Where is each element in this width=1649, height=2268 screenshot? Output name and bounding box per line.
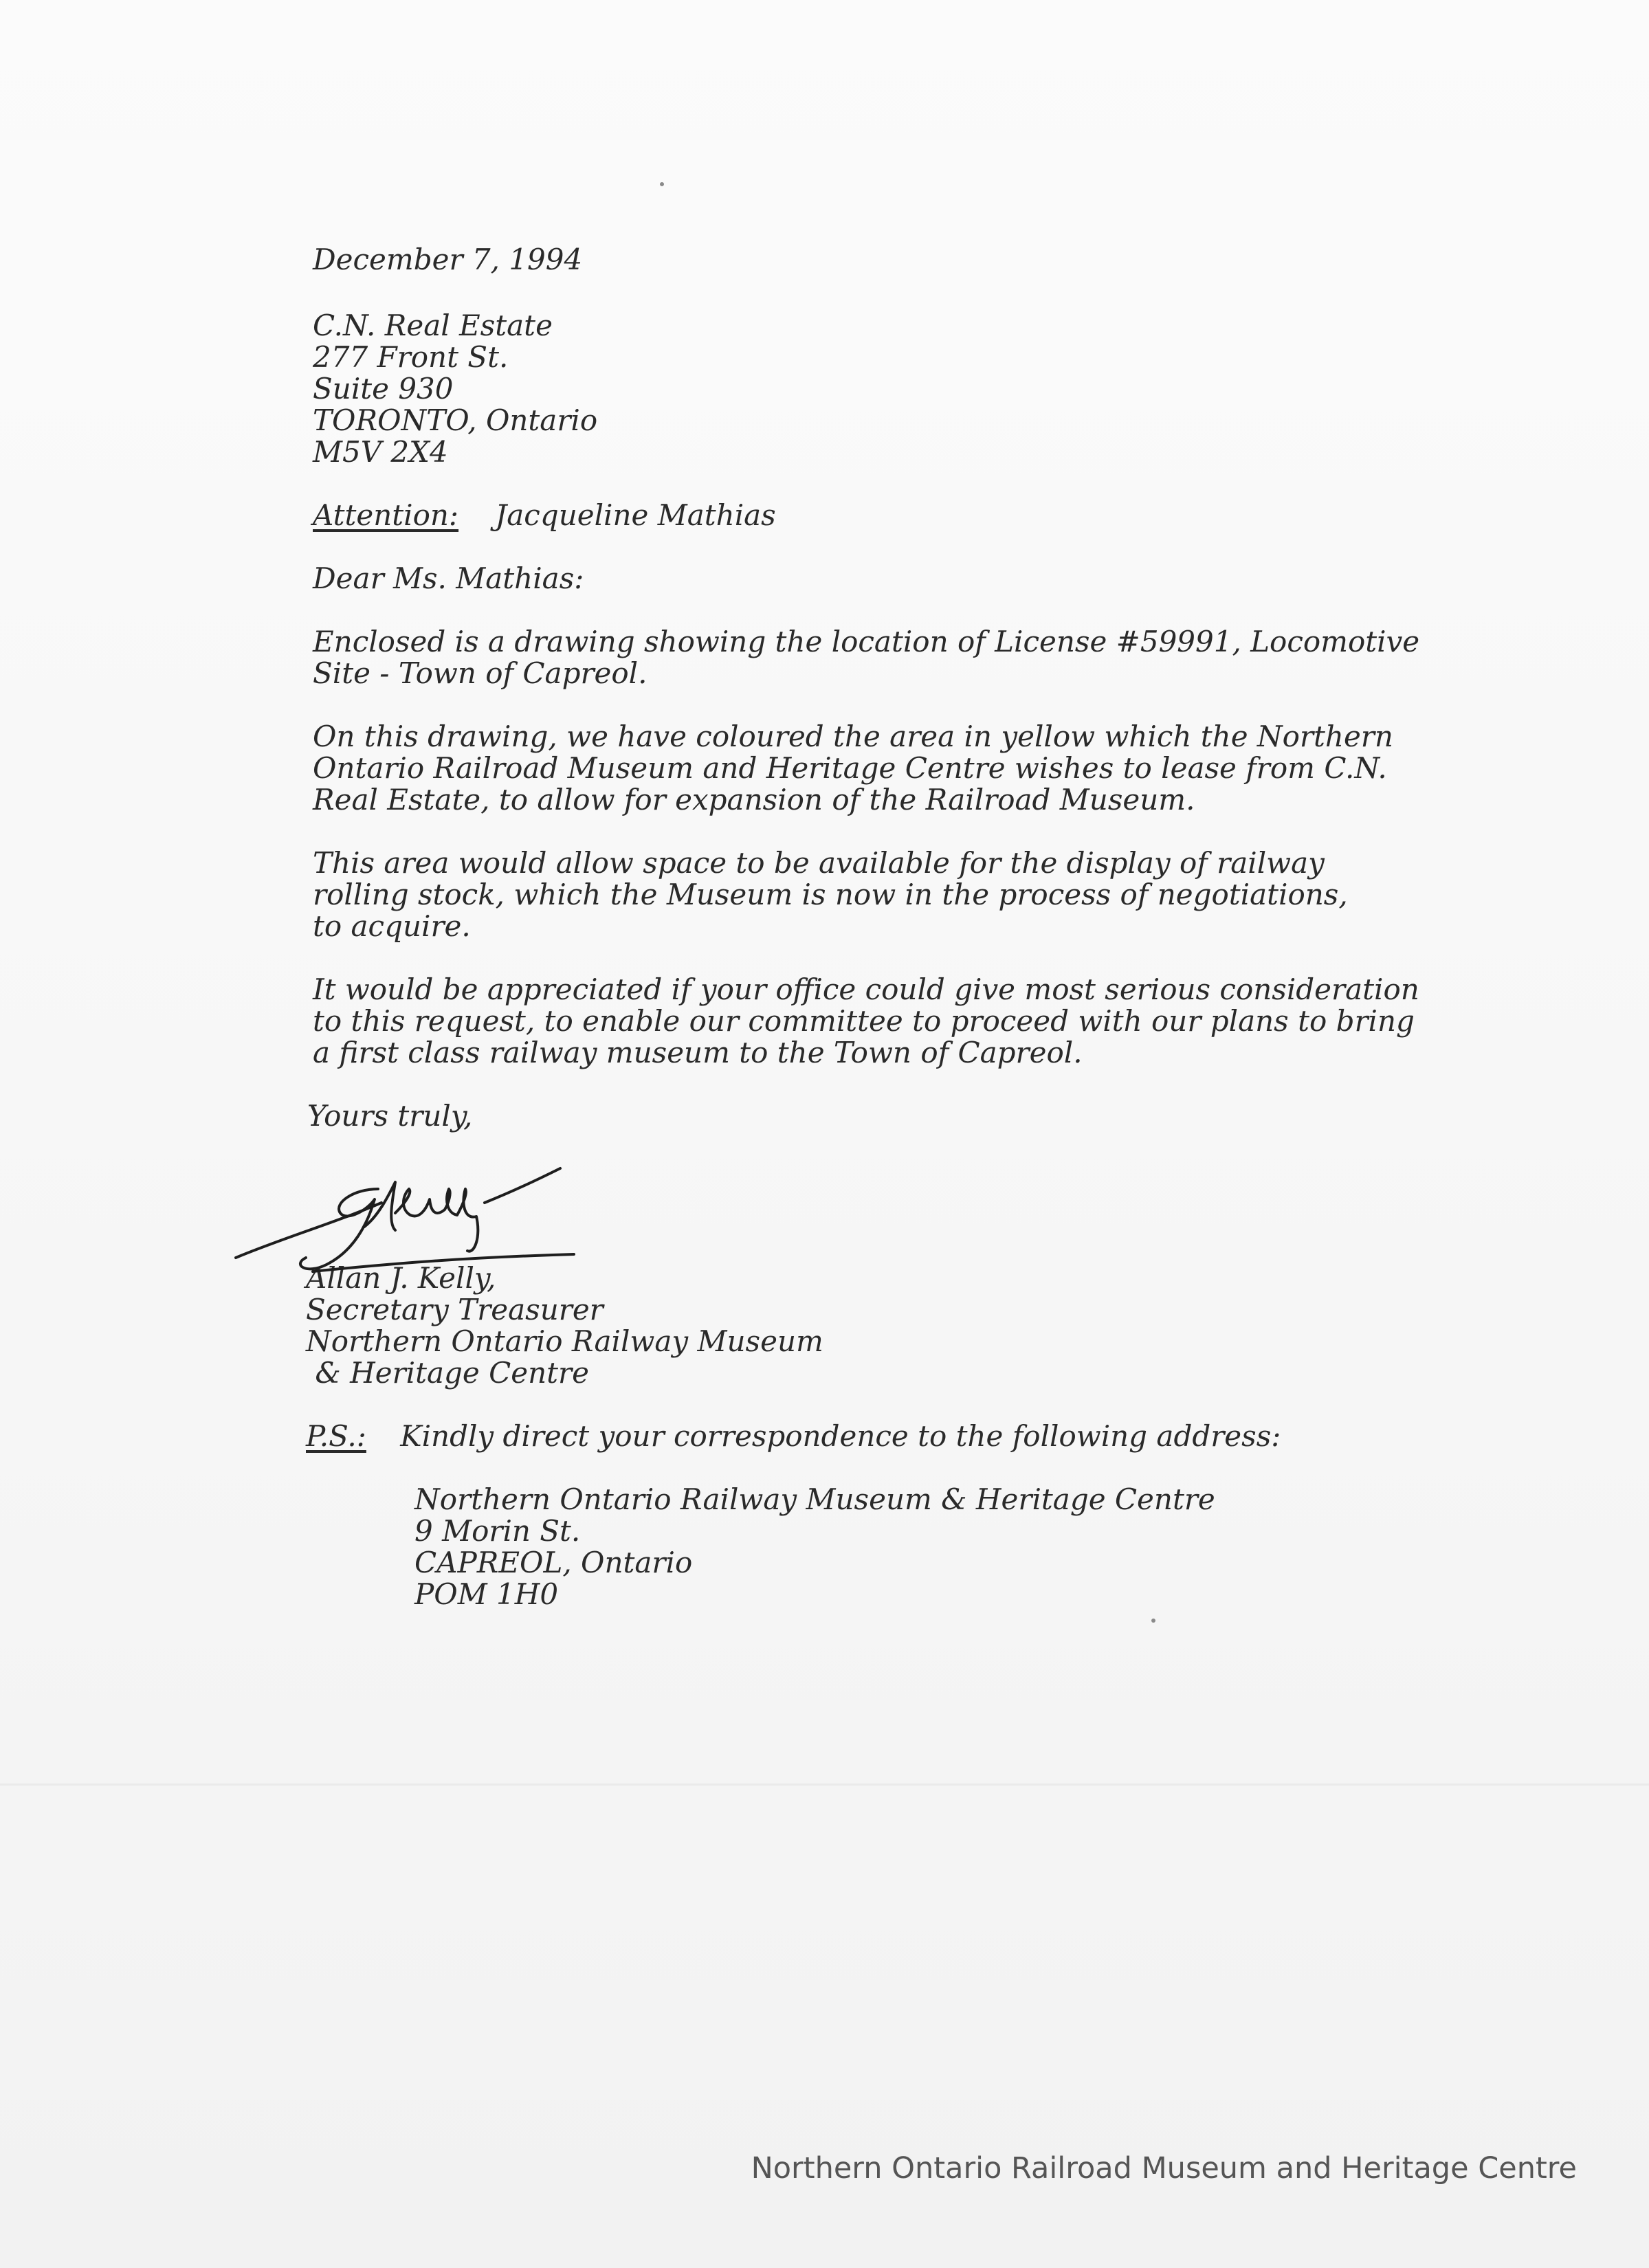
paragraph-1 [313,626,1564,689]
attention-line [313,500,1564,531]
paragraph-line: On this drawing, we have coloured the area in yellow which the Northern [313,720,1393,753]
letter-body [306,243,1564,1611]
return-address [306,1484,1564,1610]
signer-org: Northern Ontario Railway Museum [306,1324,823,1358]
paragraph-line: Site - Town of Capreol. [313,656,648,690]
paragraph-line: It would be appreciated if your office could give most serious consideration [313,972,1419,1006]
recipient-line: C.N. Real Estate [313,309,553,342]
paragraph-line: to this request, to enable our committee to proceed with our plans to bring [313,1004,1415,1038]
return-address-line: Northern Ontario Railway Museum & Heritage Centre [414,1482,1215,1516]
recipient-line: M5V 2X4 [313,435,448,469]
paper-speck [1151,1619,1155,1623]
return-address-line: 9 Morin St. [414,1514,581,1548]
signature-drawing [230,1161,588,1285]
paper-fold-line [0,1783,1649,1786]
recipient-line: Suite 930 [313,372,454,405]
paragraph-line: Real Estate, to allow for expansion of the Railroad Museum. [313,783,1195,816]
attention-label: Attention: [313,498,459,532]
return-address-line: CAPREOL, Ontario [414,1546,693,1579]
closing: Yours truly, [307,1099,473,1133]
postscript [306,1421,1564,1452]
recipient-line: 277 Front St. [313,340,509,374]
letter-date: December 7, 1994 [313,243,583,276]
paragraph-line: to acquire. [313,909,471,943]
recipient-line: TORONTO, Ontario [313,403,598,437]
signer-org: & Heritage Centre [306,1356,589,1390]
ps-text: Kindly direct your correspondence to the following address: [400,1419,1281,1453]
return-address-line: POM 1H0 [414,1577,559,1611]
paragraph-4 [313,974,1564,1069]
paragraph-3 [313,847,1564,942]
handwritten-signature [230,1161,588,1285]
paragraph-2 [313,721,1564,816]
paragraph-line: This area would allow space to be available for the display of railway [313,846,1325,880]
archive-credit: Northern Ontario Railroad Museum and Heritage Centre [751,2151,1577,2186]
salutation: Dear Ms. Mathias: [313,562,584,595]
recipient-address [313,310,1564,468]
paper-speck [660,182,664,186]
paragraph-line: Enclosed is a drawing showing the location of License #59991, Locomotive [313,625,1420,658]
paragraph-line: rolling stock, which the Museum is now in the process of negotiations, [313,878,1348,911]
paragraph-line: Ontario Railroad Museum and Heritage Centre wishes to lease from C.N. [313,751,1387,785]
signer-title: Secretary Treasurer [306,1293,604,1326]
paragraph-line: a first class railway museum to the Town of Capreol. [313,1036,1083,1069]
attention-name: Jacqueline Mathias [495,498,776,532]
ps-label: P.S.: [306,1419,366,1453]
signer-name: Allan J. Kelly, [306,1261,496,1295]
